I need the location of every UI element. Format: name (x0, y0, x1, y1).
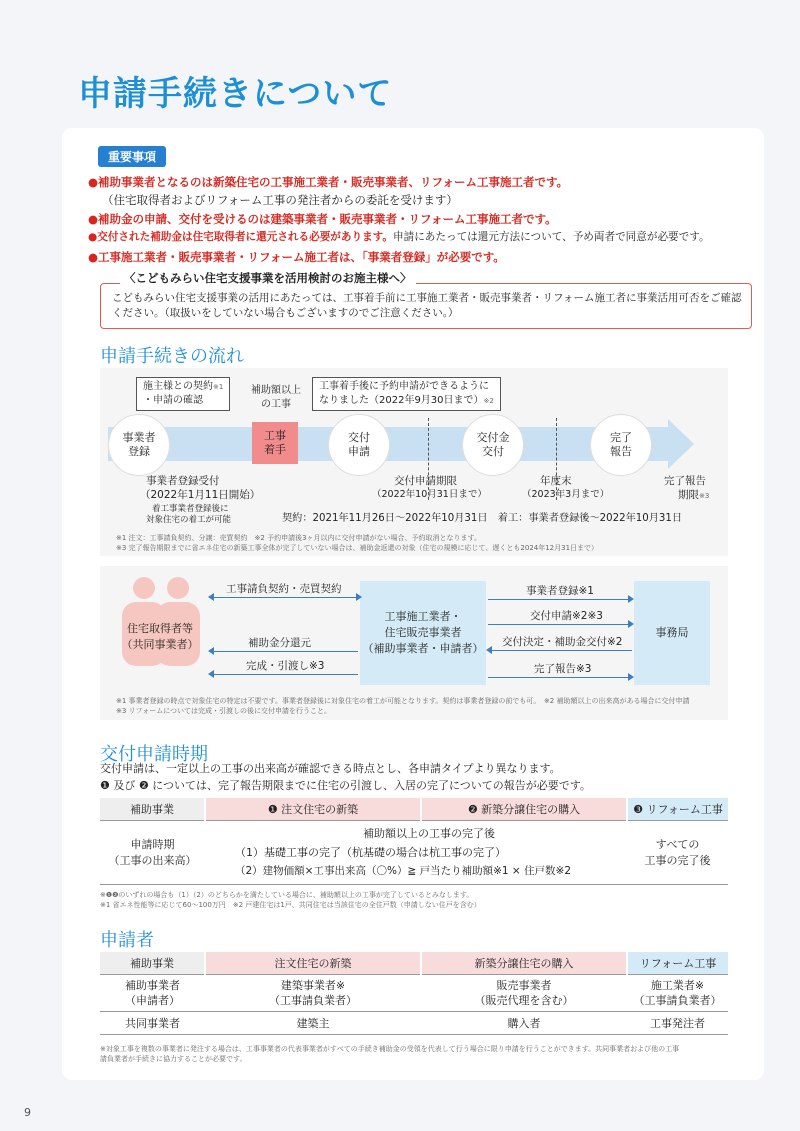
step-completion-report: 完了 報告 (590, 414, 652, 476)
relation-footnote-1: ※1 事業者登録の時点で対象住宅の特定は不要です。事業者登録後に対象住宅の着工が可能となります。契約は事業者登録の前でも可。 ※2 補助額以上の出来高がある場合に交付申請 (116, 697, 690, 705)
owner-box (112, 614, 208, 660)
timing-head-1: ❶ 注文住宅の新築 (205, 798, 421, 821)
hojo-label-line2: の工事 (261, 399, 291, 410)
arrow-handover (212, 674, 358, 675)
step-registration: 事業者 登録 (108, 414, 170, 476)
application-deadline: 交付申請期限 (394, 475, 457, 487)
fiscal-year-end-date: （2023年3月まで） (522, 489, 610, 500)
flow-footnote-2: ※3 完了報告期限までに省エネ住宅の新築工事全体が完了していない場合は、補助金返還の対象（住宅の規模に応じて、遅くとも2024年12月31日まで） (116, 544, 599, 552)
applicant-r2-c2: 購入者 (421, 1012, 627, 1035)
label-refund: 補助金分還元 (248, 637, 311, 649)
timing-head-2: ❷ 新築分譲住宅の購入 (421, 798, 627, 821)
label-handover: 完成・引渡し※3 (246, 660, 325, 672)
callout-contract-mark: ※1 (213, 383, 224, 391)
contractor-line3: （補助事業者・申請者） (362, 642, 484, 655)
relation-footnote-2: ※3 リフォームについては完成・引渡しの後に交付申請を行うこと。 (116, 707, 332, 715)
applicant-r1-c0 (100, 975, 205, 1012)
office-box: 事務局 (634, 581, 710, 685)
flow-arrow-tip (668, 419, 694, 469)
notice-title: 〈こどもみらい住宅支援事業を活用検討のお施主様へ〉 (120, 270, 416, 286)
registration-start: 事業者登録受付 (146, 475, 220, 487)
step-grant: 交付金 交付 (462, 414, 524, 476)
arrow-refund (212, 651, 358, 652)
applicant-r1-c1-2: （工事請負業者） (269, 994, 357, 1007)
timing-right-cell (627, 821, 728, 885)
arrow-report (488, 677, 630, 678)
timing-mid-3: （2）建物価額×工事出来高（〇%）≧ 戸当たり補助額※1 × 住戸数※2 (235, 865, 572, 877)
contractor-line2: 住宅販売事業者 (384, 626, 462, 639)
step-application: 交付 申請 (328, 414, 390, 476)
hojo-label-line1: 補助額以上 (251, 385, 301, 396)
important-line-5: ●工事施工業者・販売事業者・リフォーム施工者は、「事業者登録」が必要です。 (88, 250, 505, 264)
timing-table (100, 798, 728, 885)
label-apply: 交付申請※2※3 (530, 610, 603, 622)
timing-footnote-1: ※❶❷のいずれの場合も（1）（2）のどちらかを満たしている場合に、補助額以上の工事が完了しているとみなします。 (100, 891, 474, 899)
arrow-refund-head (208, 647, 214, 655)
callout-contract-line1: 施主様との契約 (143, 381, 213, 392)
timing-desc-2: ❶ 及び ❷ については、完了報告期限までに住宅の引渡し、入居の完了についての報告が必要です。 (100, 779, 591, 792)
report-deadline-mark: ※3 (699, 492, 710, 500)
label-contract: 工事請負契約・売買契約 (226, 583, 342, 595)
arrow-registration-head (628, 595, 634, 603)
applicant-r1-c2-2: （販売代理を含む） (474, 994, 574, 1007)
applicant-r1-c3-2: （工事請負業者） (633, 994, 722, 1007)
important-line-4 (88, 229, 710, 245)
timing-row-label (100, 821, 205, 885)
important-line-3: ●補助金の申請、交付を受けるのは建築事業者・販売事業者・リフォーム工事施工者です。 (88, 212, 557, 226)
applicant-head-3: リフォーム工事 (627, 952, 728, 975)
timing-desc-1: 交付申請は、一定以上の工事の出来高が確認できる時点とし、各申請タイプより異なります。 (100, 762, 561, 775)
applicant-head-1: 注文住宅の新築 (205, 952, 421, 975)
applicant-r2-c0: 共同事業者 (100, 1012, 205, 1035)
important-line-1: ●補助事業者となるのは新築住宅の工事施工業者・販売事業者、リフォーム工事施工者です。 (88, 175, 569, 189)
arrow-contract (212, 597, 358, 598)
report-deadline-2 (678, 488, 709, 503)
arrow-registration (488, 599, 630, 600)
applicant-r1-c0-1: 補助事業者 (125, 979, 180, 992)
registration-note-1: 着工事業者登録後に (152, 504, 229, 514)
timing-mid-1: 補助額以上の工事の完了後 (363, 827, 495, 840)
label-decision: 交付決定・補助金交付※2 (502, 636, 623, 648)
step-construction-start: 工事 着手 (252, 422, 298, 464)
person-head-2 (167, 577, 189, 599)
applicant-r1-c2 (421, 975, 627, 1012)
registration-note-2: 対象住宅の着工が可能 (146, 515, 232, 525)
callout-reservation (312, 377, 501, 411)
report-deadline-1: 完了報告 (664, 475, 706, 487)
applicant-r2-c1: 建築主 (205, 1012, 421, 1035)
applicant-table (100, 952, 728, 1035)
applicant-title: 申請者 (100, 930, 154, 951)
timing-head-0: 補助事業 (100, 798, 205, 821)
applicant-r1-c1 (205, 975, 421, 1012)
report-deadline-2-text: 期限 (678, 489, 699, 501)
arrow-contract-head-left (208, 593, 214, 601)
important-line-4-rest: 申請にあたっては還元方法について、予め両者で同意が必要です。 (393, 231, 710, 243)
timing-right-1: すべての (655, 837, 700, 851)
callout-contract-line2: ・申請の確認 (143, 395, 203, 406)
arrow-apply-head (628, 620, 634, 628)
arrow-decision-head (486, 646, 492, 654)
applicant-r1-c3-1: 施工業者※ (650, 979, 705, 992)
applicant-head-2: 新築分譲住宅の購入 (421, 952, 627, 975)
person-head-1 (133, 577, 155, 599)
application-deadline-date: （2022年10月31日まで） (372, 489, 487, 500)
flow-title: 申請手続きの流れ (100, 346, 244, 367)
notice-text: こどもみらい住宅支援事業の活用にあたっては、工事着手前に工事施工業者・販売事業者・リフォーム施工者に事業活用可否をご確認ください。（取扱いをしていない場合もございますのでご注意ください。） (112, 292, 742, 319)
owner-line2: （共同事業者） (121, 638, 199, 651)
contractor-line1: 工事施工業者・ (384, 610, 462, 623)
important-badge: 重要事項 (98, 146, 166, 167)
hojo-label (248, 384, 304, 412)
timing-mid-2: （1）基礎工事の完了（杭基礎の場合は杭工事の完了） (235, 846, 506, 859)
timing-row-label-2: （工事の出来高） (108, 853, 197, 867)
applicant-r2-c3: 工事発注者 (627, 1012, 728, 1035)
callout-reservation-mark: ※2 (483, 397, 494, 405)
applicant-footnote-1: ※対象工事を複数の事業者に発注する場合は、工事事業者の代表事業者がすべての手続き補助金の受領を代表して行う場合に限り申請を行うことができます。共同事業者および他の工事 (100, 1045, 680, 1053)
arrow-apply (488, 624, 630, 625)
callout-reservation-line2: なりました（2022年9月30日まで） (319, 395, 484, 406)
applicant-r1-c2-1: 販売事業者 (496, 979, 552, 992)
page-title: 申請手続きについて (78, 74, 393, 114)
contract-period: 契約：2021年11月26日～2022年10月31日 着工：事業者登録後～2022年10月31日 (282, 513, 683, 524)
timing-middle-cell (205, 821, 627, 885)
page-number: 9 (24, 1106, 31, 1119)
timing-row-label-1: 申請時期 (130, 837, 175, 851)
applicant-r1-c3 (627, 975, 728, 1012)
important-line-4-red: ●交付された補助金は住宅取得者に還元される必要があります。 (88, 231, 394, 243)
label-registration: 事業者登録※1 (526, 585, 594, 597)
flow-footnote-1: ※1 注文：工事請負契約、分譲：売買契約 ※2 予約申請後3ヶ月以内に交付申請がない場合、予約取消となります。 (116, 534, 481, 542)
important-line-2: （住宅取得者およびリフォーム工事の発注者からの委託を受けます） (102, 193, 458, 207)
timing-footnote-2: ※1 省エネ性能等に応じて60～100万円 ※2 戸建住宅は1戸、共同住宅は当該住宅の全住戸数（申請しない住戸を含む） (100, 901, 481, 909)
fiscal-year-end: 年度末 (540, 475, 572, 487)
owner-line1: 住宅取得者等 (127, 622, 193, 635)
timing-right-2: 工事の完了後 (644, 853, 711, 867)
timing-title: 交付申請時期 (100, 744, 208, 765)
applicant-head-0: 補助事業 (100, 952, 205, 975)
applicant-r1-c1-1: 建築事業者※ (280, 979, 346, 992)
callout-reservation-line1: 工事着手後に予約申請ができるように (319, 381, 489, 392)
arrow-handover-head (208, 670, 214, 678)
registration-date: （2022年1月11日開始） (140, 489, 261, 501)
arrow-contract-head-right (356, 593, 362, 601)
arrow-decision (490, 650, 632, 651)
arrow-report-head (628, 673, 634, 681)
label-report: 完了報告※3 (534, 663, 592, 675)
timing-head-3: ❸ リフォーム工事 (627, 798, 728, 821)
contractor-box (360, 581, 486, 685)
applicant-r1-c0-2: （申請者） (125, 994, 180, 1007)
callout-contract (136, 377, 230, 411)
applicant-footnote-2: 請負業者が手続きに協力することが必要です。 (100, 1055, 247, 1063)
